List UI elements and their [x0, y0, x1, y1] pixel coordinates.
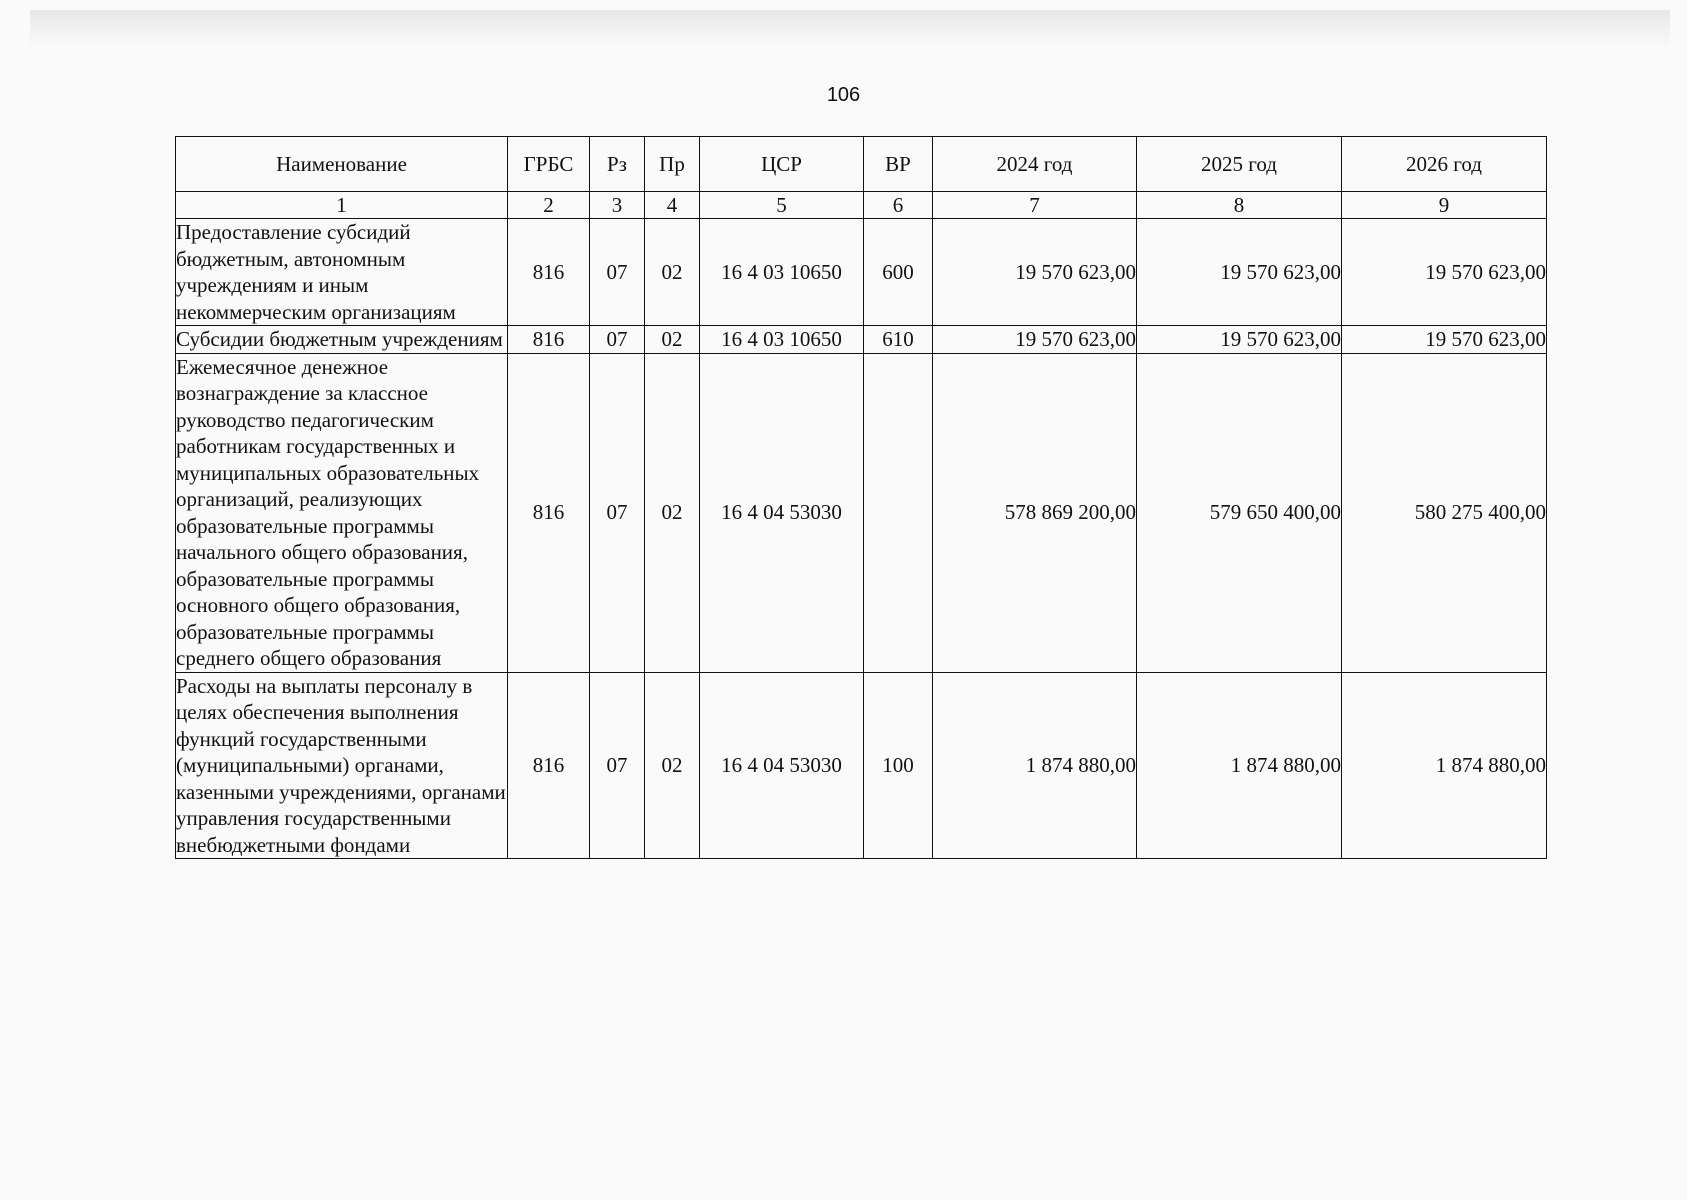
header-rz: Рз	[590, 137, 645, 192]
row-pr: 02	[645, 672, 700, 859]
row-grbs: 816	[508, 353, 590, 672]
row-2026: 1 874 880,00	[1342, 672, 1547, 859]
header-row	[176, 137, 1547, 192]
table-row	[176, 672, 1547, 859]
column-number: 1	[176, 192, 508, 219]
row-2026: 19 570 623,00	[1342, 326, 1547, 354]
row-pr: 02	[645, 353, 700, 672]
row-2025: 579 650 400,00	[1137, 353, 1342, 672]
table-row	[176, 219, 1547, 326]
header-grbs: ГРБС	[508, 137, 590, 192]
page-number: 106	[826, 84, 861, 106]
row-rz: 07	[590, 219, 645, 326]
row-csr: 16 4 04 53030	[700, 672, 864, 859]
column-number: 7	[933, 192, 1137, 219]
row-csr: 16 4 03 10650	[700, 219, 864, 326]
row-vr: 610	[864, 326, 933, 354]
header-2026: 2026 год	[1342, 137, 1547, 192]
scan-edge-shading	[30, 10, 1670, 48]
row-name: Субсидии бюджетным учреждениям	[176, 326, 508, 354]
row-name: Расходы на выплаты персоналу в целях обеспечения выполнения функций государственными (муниципальными) органами, казенными учреждениями, органами управления государственными внебюджетными фондами	[176, 673, 506, 857]
row-csr: 16 4 04 53030	[700, 353, 864, 672]
row-name: Предоставление субсидий бюджетным, автономным учреждениям и иным некоммерческим организациям	[176, 219, 508, 326]
header-2025: 2025 год	[1137, 137, 1342, 192]
header-pr: Пр	[645, 137, 700, 192]
column-number: 9	[1342, 192, 1547, 219]
row-name: Ежемесячное денежное вознаграждение за классное руководство педагогическим работникам государственных и муниципальных образовательных организаций, реализующих образовательные программы начального общего образования, образовательные программы основного общего образования, образовательные программы среднего общего образования	[176, 353, 508, 672]
row-grbs: 816	[508, 219, 590, 326]
table-row	[176, 326, 1547, 354]
row-pr: 02	[645, 219, 700, 326]
header-2024: 2024 год	[933, 137, 1137, 192]
column-number: 3	[590, 192, 645, 219]
row-2026: 580 275 400,00	[1342, 353, 1547, 672]
row-2024: 578 869 200,00	[933, 353, 1137, 672]
row-2025: 1 874 880,00	[1137, 672, 1342, 859]
row-2024: 1 874 880,00	[933, 672, 1137, 859]
row-rz: 07	[590, 353, 645, 672]
row-csr: 16 4 03 10650	[700, 326, 864, 354]
row-2025: 19 570 623,00	[1137, 326, 1342, 354]
row-grbs: 816	[508, 672, 590, 859]
column-number-row	[176, 192, 1547, 219]
column-number: 5	[700, 192, 864, 219]
column-number: 4	[645, 192, 700, 219]
row-pr: 02	[645, 326, 700, 354]
row-grbs: 816	[508, 326, 590, 354]
column-number: 2	[508, 192, 590, 219]
row-rz: 07	[590, 326, 645, 354]
header-csr: ЦСР	[700, 137, 864, 192]
row-rz: 07	[590, 672, 645, 859]
row-vr: 100	[864, 672, 933, 859]
row-2024: 19 570 623,00	[933, 219, 1137, 326]
column-number: 6	[864, 192, 933, 219]
row-2026: 19 570 623,00	[1342, 219, 1547, 326]
row-vr: 600	[864, 219, 933, 326]
budget-table	[175, 136, 1547, 859]
table-row	[176, 353, 1547, 672]
row-vr	[864, 353, 933, 672]
row-2024: 19 570 623,00	[933, 326, 1137, 354]
header-vr: ВР	[864, 137, 933, 192]
row-2025: 19 570 623,00	[1137, 219, 1342, 326]
header-name: Наименование	[176, 137, 508, 192]
column-number: 8	[1137, 192, 1342, 219]
